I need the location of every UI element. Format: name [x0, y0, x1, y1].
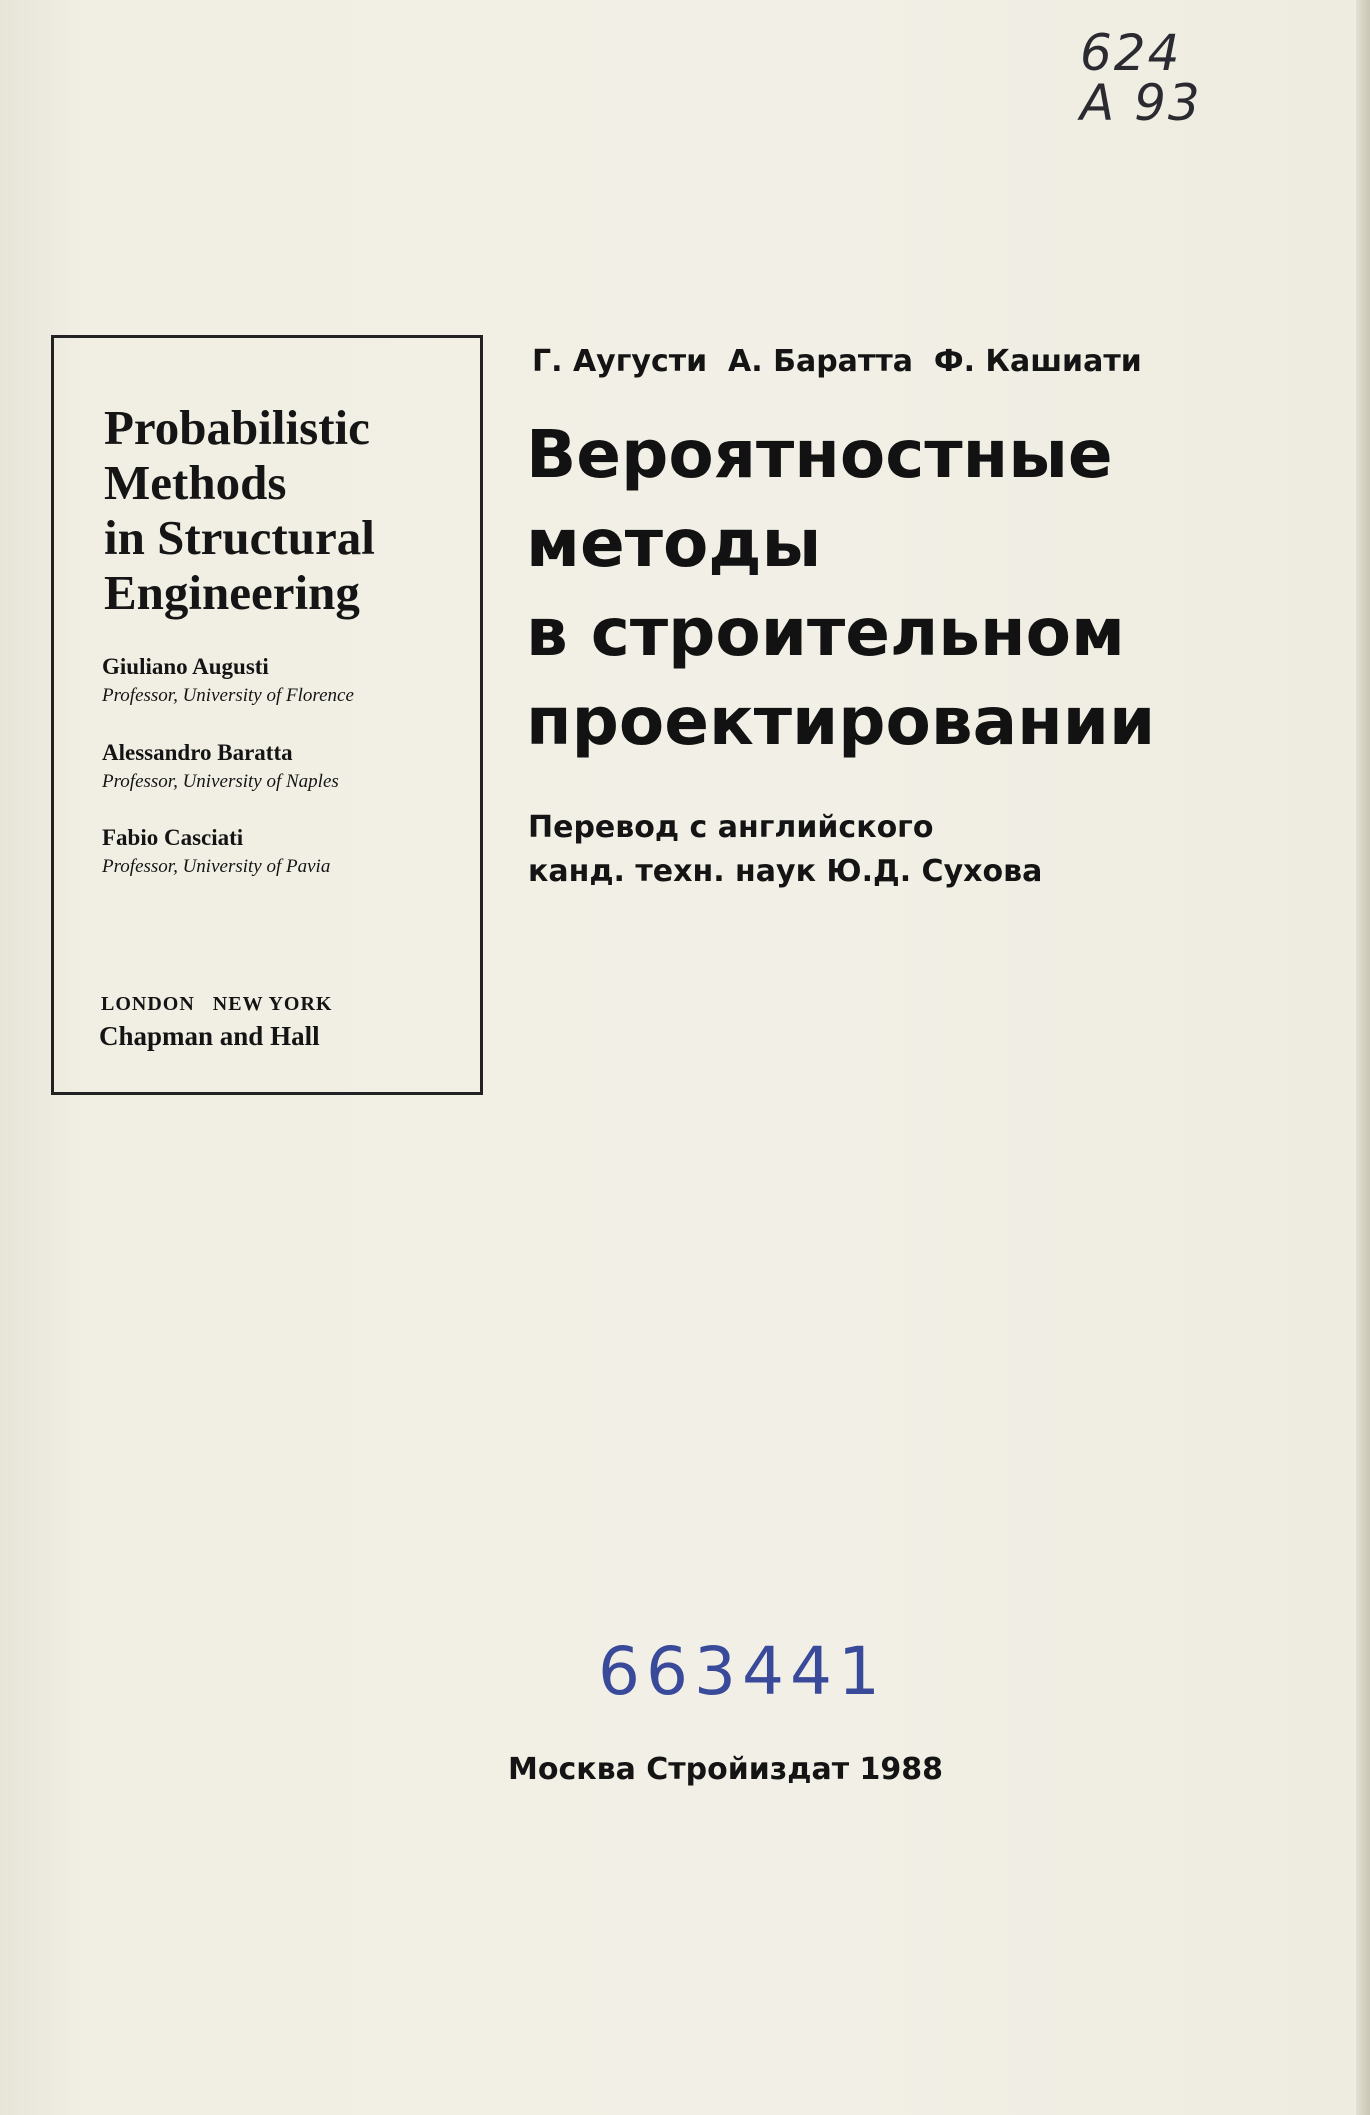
russian-title-line: проектировании	[526, 683, 1156, 760]
original-cities: LONDON NEW YORK	[101, 993, 333, 1015]
original-edition-box	[51, 335, 483, 1095]
original-publisher: Chapman and Hall	[99, 1021, 320, 1051]
page-edge	[1356, 0, 1370, 2115]
original-title	[104, 400, 474, 620]
author-affiliation: Professor, University of Naples	[102, 771, 339, 792]
original-author	[102, 652, 482, 710]
russian-title-line: в строительном	[526, 594, 1125, 671]
author-affiliation: Professor, University of Pavia	[102, 856, 331, 877]
russian-title-line: методы	[526, 505, 822, 582]
inventory-number: 663441	[598, 1633, 886, 1710]
author-name: Fabio Casciati	[102, 825, 244, 850]
original-title-line: Engineering	[104, 565, 360, 620]
russian-title	[526, 410, 1346, 766]
russian-title-line: Вероятностные	[526, 416, 1113, 493]
translation-credit	[528, 806, 1288, 894]
library-shelf-mark	[1080, 24, 1250, 132]
russian-authors: Г. Аугусти А. Баратта Ф. Кашиати	[532, 344, 1142, 379]
original-author	[102, 823, 482, 881]
author-name: Giuliano Augusti	[102, 654, 269, 679]
original-author	[102, 738, 482, 796]
translation-line: Перевод с английского	[528, 810, 934, 845]
original-title-line: Methods	[104, 455, 287, 510]
original-title-line: Probabilistic	[104, 400, 370, 455]
author-affiliation: Professor, University of Florence	[102, 685, 354, 706]
shelf-mark-line-2: А 93	[1080, 74, 1202, 132]
translation-line: канд. техн. наук Ю.Д. Сухова	[528, 854, 1043, 889]
original-title-line: in Structural	[104, 510, 375, 565]
shelf-mark-line-1: 624	[1080, 24, 1182, 82]
author-name: Alessandro Baratta	[102, 740, 293, 765]
publisher-imprint: Москва Стройиздат 1988	[508, 1752, 944, 1787]
